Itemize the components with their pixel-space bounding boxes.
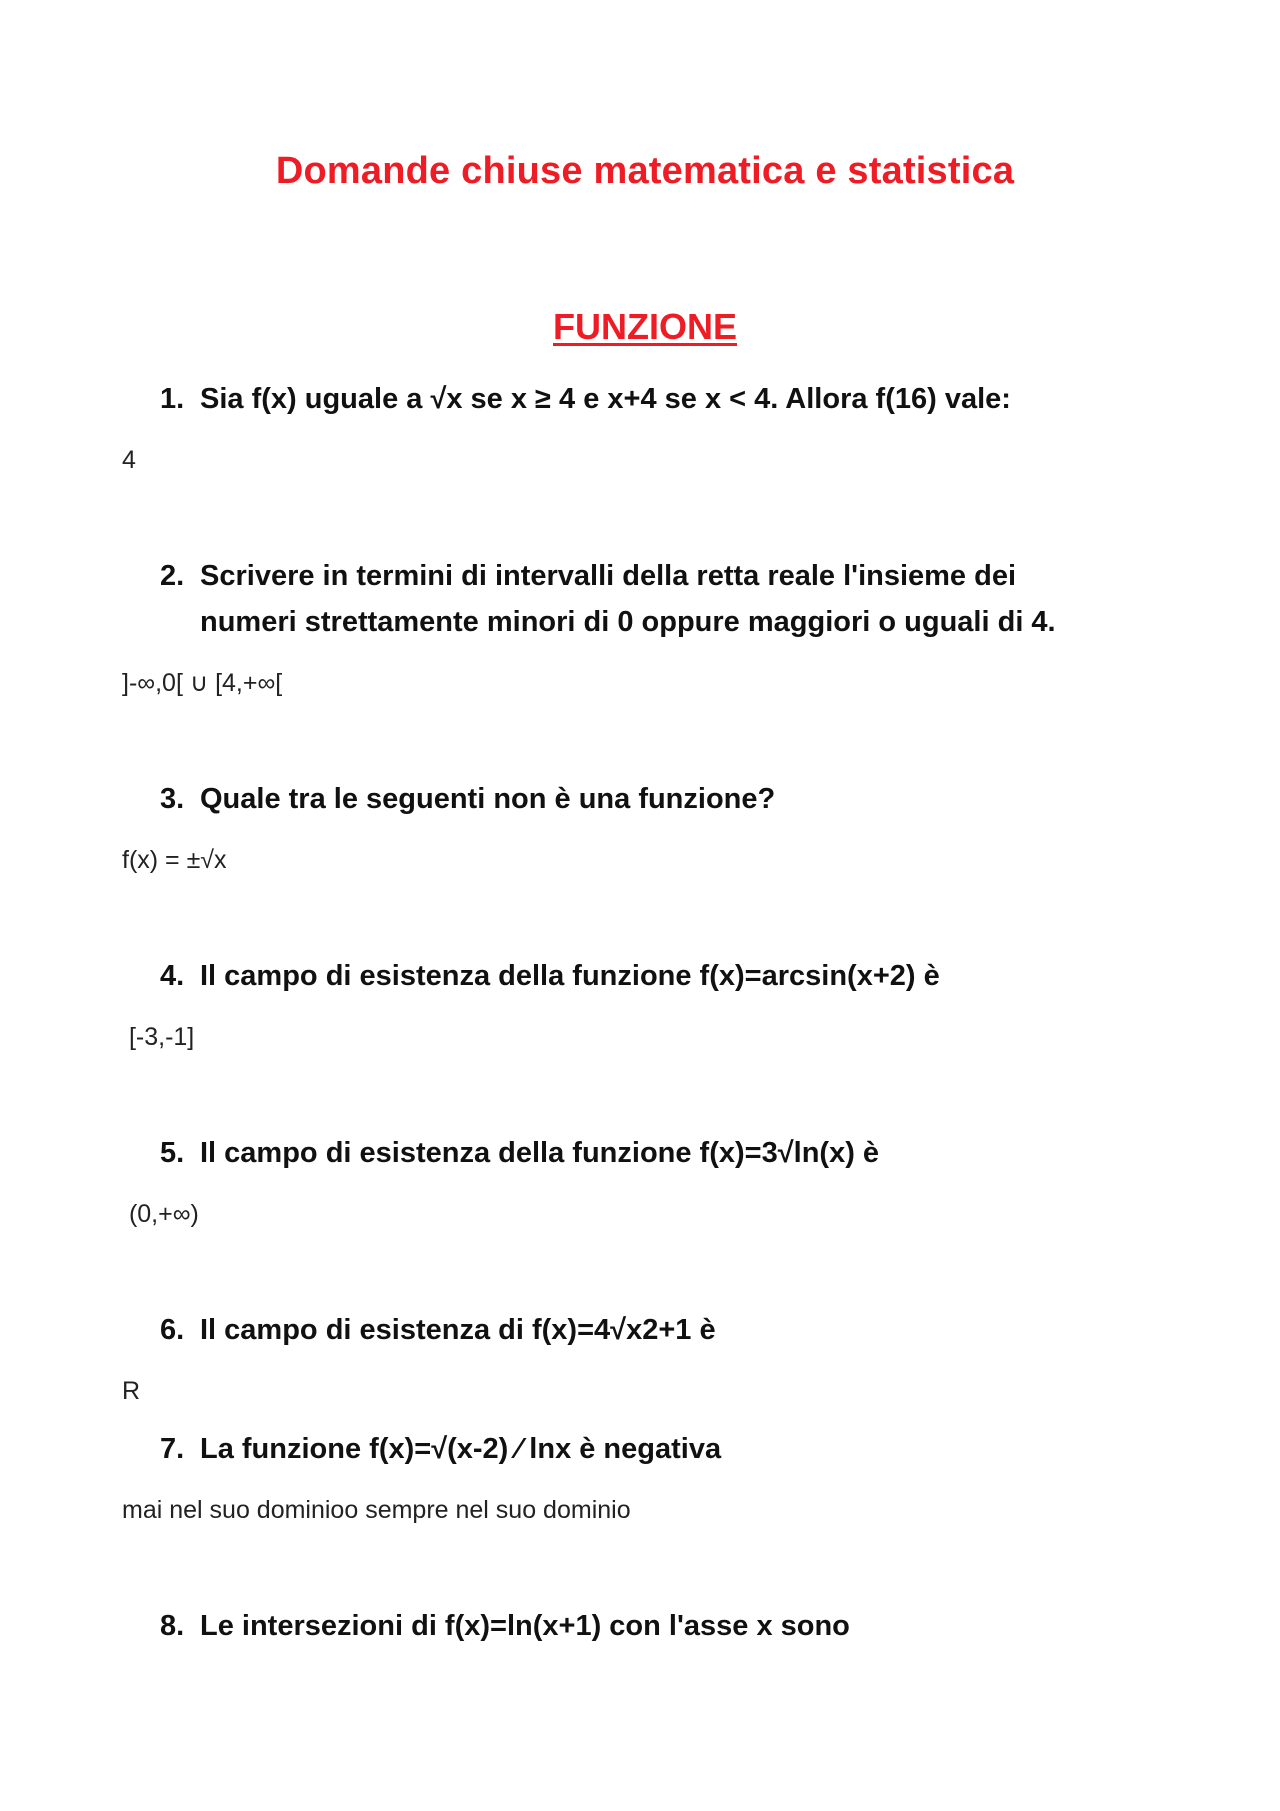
answer-7: mai nel suo dominioo sempre nel suo dominio [122,1496,631,1524]
question-number: 7. [160,1433,185,1465]
question-3 [160,776,1120,822]
question-text: Scrivere in termini di intervalli della retta reale l'insieme dei numeri strettamente minori di 0 oppure maggiori o uguali di 4. [200,560,1056,638]
answer-3: f(x) = ±√x [122,846,227,874]
question-6 [160,1307,1120,1353]
question-text: Il campo di esistenza della funzione f(x)=3√ln(x) è [200,1137,880,1169]
answer-6: R [122,1377,141,1405]
question-text: Le intersezioni di f(x)=ln(x+1) con l'asse x sono [200,1610,850,1642]
answer-5: (0,+∞) [122,1200,199,1228]
question-1 [160,376,1120,422]
answer-4: [-3,-1] [122,1023,195,1051]
document-title: Domande chiuse matematica e statistica [275,150,1015,192]
question-number: 8. [160,1610,185,1642]
question-number: 2. [160,560,185,592]
question-text: Il campo di esistenza di f(x)=4√x2+1 è [200,1314,716,1346]
question-2 [160,553,1120,645]
question-4 [160,953,1120,999]
question-number: 1. [160,383,185,415]
section-heading: FUNZIONE [553,306,737,347]
question-text: Il campo di esistenza della funzione f(x)=arcsin(x+2) è [200,960,940,992]
answer-1: 4 [122,446,136,474]
question-5 [160,1130,1120,1176]
question-number: 4. [160,960,185,992]
question-7 [160,1426,1120,1472]
question-text: Quale tra le seguenti non è una funzione? [200,783,776,815]
question-8 [160,1603,1120,1649]
question-text: Sia f(x) uguale a √x se x ≥ 4 e x+4 se x < 4. Allora f(16) vale: [200,383,1011,415]
question-number: 6. [160,1314,185,1346]
question-text: La funzione f(x)=√(x-2) ⁄ lnx è negativa [200,1433,722,1465]
answer-2: ]-∞,0[ ∪ [4,+∞[ [122,669,283,697]
question-number: 3. [160,783,185,815]
question-number: 5. [160,1137,185,1169]
